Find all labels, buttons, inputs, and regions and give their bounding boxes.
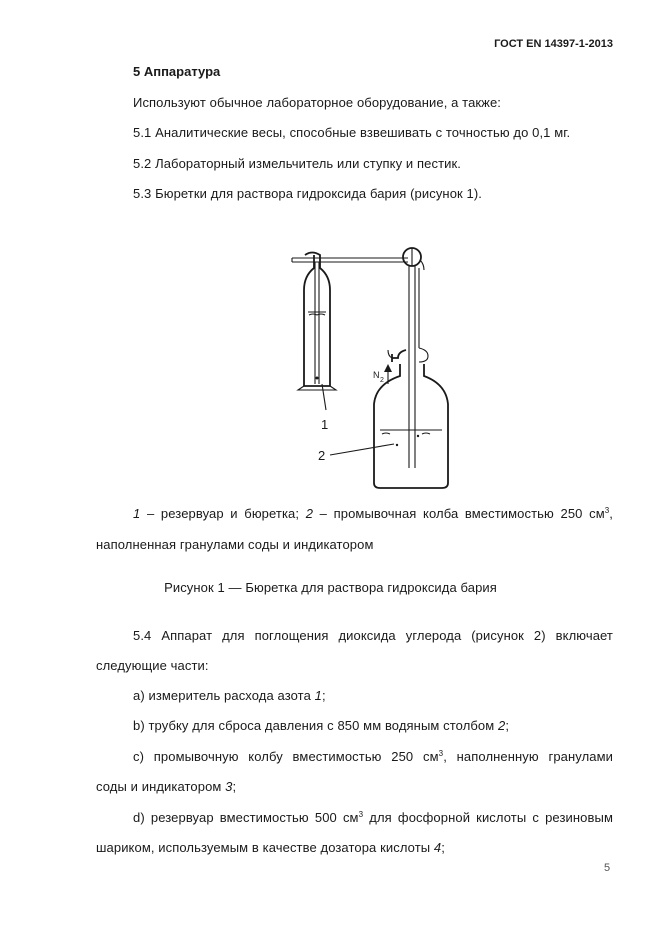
list-item-c-ref: 3: [225, 779, 233, 794]
section-heading: 5 Аппаратура: [133, 64, 221, 79]
legend-num-2: 2: [305, 506, 314, 521]
figure-label-2: 2: [318, 448, 326, 463]
figure-legend-line2: наполненная гранулами соды и индикатором: [96, 537, 374, 552]
wash-bottle-2: [374, 364, 448, 488]
list-item-b-end: ;: [505, 718, 510, 733]
list-item-a-ref: 1: [314, 688, 322, 703]
reservoir-1: [298, 253, 336, 391]
item-5-3: 5.3 Бюретки для раствора гидроксида бария (рисунок 1).: [133, 186, 482, 201]
list-item-c-line1: [133, 749, 613, 764]
document-code: ГОСТ EN 14397-1-2013: [494, 38, 613, 50]
list-item-c-line2-text: соды и индикатором: [96, 779, 226, 794]
list-item-d-line1: [133, 810, 613, 825]
figure-label-1: 1: [321, 417, 329, 432]
list-item-a: [133, 688, 326, 703]
list-item-c-text2: , наполненную гранулами: [443, 749, 613, 764]
list-item-b-ref: 2: [498, 718, 506, 733]
list-item-c-end: ;: [232, 779, 237, 794]
n2-label: N: [373, 370, 380, 380]
item-5-2: 5.2 Лабораторный измельчитель или ступку и пестик.: [133, 156, 461, 171]
list-item-c-text: c) промывочную колбу вместимостью 250 см: [133, 749, 439, 764]
figure-caption: Рисунок 1 — Бюретка для раствора гидроксида бария: [164, 580, 497, 595]
list-item-c-superscript: 3: [438, 749, 444, 758]
list-item-d-ref: 4: [433, 840, 442, 855]
legend-part-1: – резервуар и бюретка;: [140, 506, 306, 521]
item-5-4-line2: следующие части:: [96, 658, 209, 673]
list-item-d-end: ;: [441, 840, 445, 855]
list-item-d-text: d) резервуар вместимостью 500 см: [133, 810, 359, 825]
burette-column: [388, 266, 428, 468]
figure-legend-line1: [133, 506, 613, 521]
legend-end: ,: [609, 506, 614, 521]
list-item-a-end: ;: [321, 688, 326, 703]
item-5-1: 5.1 Аналитические весы, способные взвешивать с точностью до 0,1 мг.: [133, 125, 571, 140]
n2-subscript: 2: [380, 377, 384, 384]
legend-superscript: 3: [604, 506, 610, 515]
list-item-d-text2: для фосфорной кислоты с резиновым: [363, 810, 613, 825]
leader-line-2: [330, 444, 394, 455]
list-item-b-text: b) трубку для сброса давления с 850 мм водяным столбом: [133, 718, 499, 733]
item-5-4-line1: 5.4 Аппарат для поглощения диоксида углерода (рисунок 2) включает: [133, 628, 613, 643]
page-number: 5: [604, 862, 611, 871]
stopcock: [403, 248, 424, 270]
connecting-tube: [292, 258, 408, 262]
legend-num-1: 1: [133, 506, 141, 521]
leader-line-1: [322, 384, 326, 410]
intro-text: Используют обычное лабораторное оборудование, а также:: [133, 95, 502, 110]
list-item-d-line2: [96, 840, 445, 855]
list-item-b: [133, 718, 509, 733]
list-item-d-superscript: 3: [358, 810, 364, 819]
list-item-a-text: a) измеритель расхода азота: [133, 688, 315, 703]
burette-apparatus-figure: [282, 238, 472, 493]
list-item-c-line2: [96, 779, 236, 794]
legend-part-2: – промывочная колба вместимостью 250 см: [313, 506, 605, 521]
list-item-d-line2-text: шариком, используемым в качестве дозатора кислоты: [96, 840, 434, 855]
